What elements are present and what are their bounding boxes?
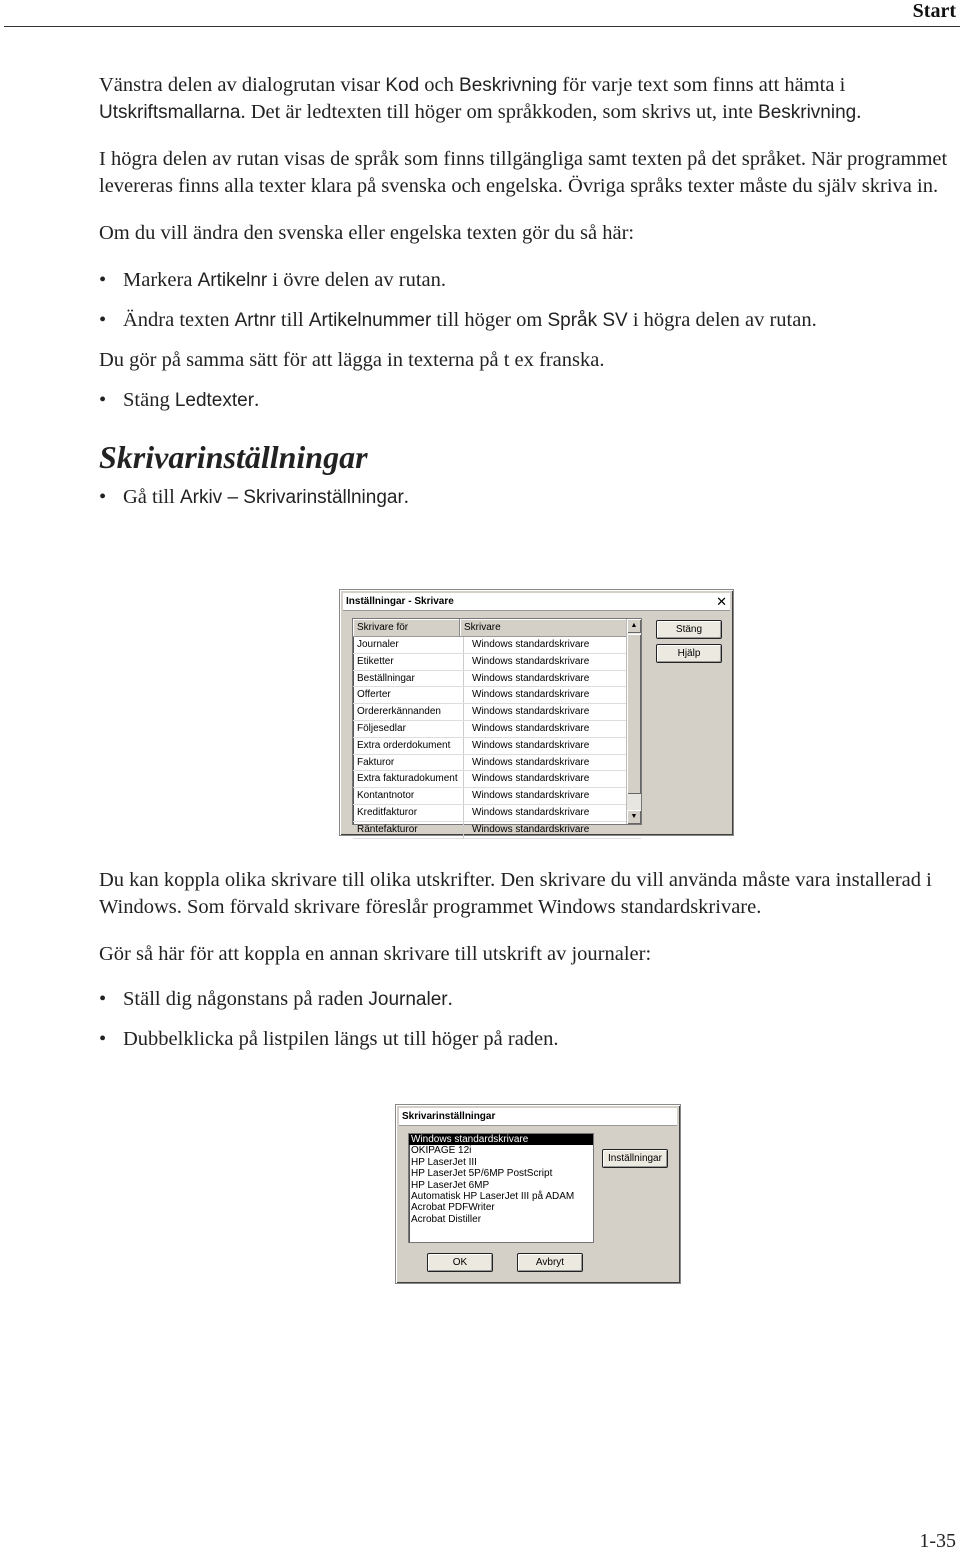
bullet-ga-till: • Gå till Arkiv – Skrivarinställningar. (99, 484, 959, 511)
cell-skrivare-for: Räntefakturor (353, 822, 464, 838)
list-item[interactable]: OKIPAGE 12i (411, 1145, 472, 1157)
close-button[interactable]: Stäng (656, 620, 722, 639)
table-row[interactable] (353, 637, 641, 654)
cell-skrivare-for: Fakturor (353, 755, 464, 771)
paragraph-koppla: Du kan koppla olika skrivare till olika utskrifter. Den skrivare du vill använda måste vara installerad i Windows. Som förvald skrivare föreslår programmet Windows standardskrivare. (99, 869, 932, 918)
table-row[interactable] (353, 738, 641, 755)
dialog-title: Inställningar - Skrivare (346, 596, 454, 607)
list-item[interactable]: Acrobat Distiller (411, 1213, 482, 1225)
help-button[interactable]: Hjälp (656, 644, 722, 663)
page-number: 1-35 (919, 1530, 956, 1552)
list-item[interactable]: Automatisk HP LaserJet III på ADAM (411, 1191, 575, 1203)
cell-skrivare-text: Windows standardskrivare (472, 672, 590, 684)
cell-skrivare-for: Följesedlar (353, 721, 464, 737)
paragraph-intro-2: I högra delen av rutan visas de språk som finns tillgängliga samt texten på det språket. När programmet levereras finns alla texter klara på svenska och engelska. Övriga språks texter måste du själv skriva in. (99, 148, 948, 197)
table-row[interactable] (353, 671, 641, 688)
cell-skrivare-text: Windows standardskrivare (472, 806, 590, 818)
list-item[interactable]: Windows standardskrivare (409, 1134, 593, 1145)
list-item[interactable]: Acrobat PDFWriter (411, 1202, 495, 1214)
bullet-dubbelklicka: • Dubbelklicka på listpilen längs ut till höger på raden. (99, 1026, 959, 1053)
paragraph-intro-4: Du gör på samma sätt för att lägga in texterna på t ex franska. (99, 349, 605, 371)
dialog2-titlebar (399, 1108, 677, 1126)
cell-skrivare-for: Etiketter (353, 654, 464, 670)
close-icon[interactable]: ✕ (716, 594, 727, 609)
table-row[interactable] (353, 721, 641, 738)
page-header (0, 0, 960, 28)
term-beskrivning: Beskrivning (459, 75, 558, 96)
cell-skrivare[interactable] (464, 771, 641, 787)
table-row[interactable] (353, 755, 641, 772)
scroll-up-icon[interactable]: ▲ (627, 619, 641, 633)
cell-skrivare[interactable] (464, 755, 641, 771)
bullet-stang: • Stäng Ledtexter. (99, 387, 959, 414)
cell-skrivare-text: Windows standardskrivare (472, 773, 590, 785)
settings-button[interactable]: Inställningar (602, 1149, 668, 1168)
cell-skrivare[interactable] (464, 637, 641, 653)
cell-skrivare-text: Windows standardskrivare (472, 790, 590, 802)
list-item[interactable]: HP LaserJet 6MP (411, 1179, 490, 1191)
term-beskrivning-2: Beskrivning (758, 102, 857, 123)
column-header-skrivare-for[interactable]: Skrivare för (353, 619, 460, 636)
content-continued (99, 867, 959, 1066)
main-content (99, 72, 959, 524)
printer-select-dialog (395, 1104, 681, 1284)
table-row[interactable] (353, 771, 641, 788)
cell-skrivare[interactable] (464, 704, 641, 720)
cell-skrivare[interactable] (464, 822, 641, 838)
cell-skrivare[interactable] (464, 671, 641, 687)
cell-skrivare[interactable] (464, 687, 641, 703)
cell-skrivare-text: Windows standardskrivare (472, 706, 590, 718)
cell-skrivare-for: Extra orderdokument (353, 738, 464, 754)
dialog-titlebar (343, 593, 730, 611)
table-row[interactable] (353, 788, 641, 805)
paragraph-gor-sa-har: Gör så här för att koppla en annan skrivare till utskrift av journaler: (99, 943, 652, 965)
cell-skrivare-text: Windows standardskrivare (472, 739, 590, 751)
cell-skrivare-text: Windows standardskrivare (472, 689, 590, 701)
bullet-stall-dig: • Ställ dig någonstans på raden Journaler. (99, 986, 959, 1013)
grid-rows (353, 637, 641, 839)
cell-skrivare[interactable] (464, 805, 641, 821)
paragraph-intro-3: Om du vill ändra den svenska eller engelska texten gör du så här: (99, 222, 635, 244)
scroll-thumb[interactable] (627, 634, 641, 794)
table-row[interactable] (353, 687, 641, 704)
cell-skrivare[interactable] (464, 738, 641, 754)
grid-header (353, 619, 641, 637)
cell-skrivare-text: Windows standardskrivare (472, 655, 590, 667)
settings-printer-dialog (339, 589, 734, 836)
list-item[interactable]: HP LaserJet 5P/6MP PostScript (411, 1168, 553, 1180)
cell-skrivare-text: Windows standardskrivare (472, 823, 590, 835)
cell-skrivare-for: Offerter (353, 687, 464, 703)
bullet-andra: • Ändra texten Artnr till Artikelnummer till höger om Språk SV i högra delen av rutan. (99, 307, 959, 334)
cell-skrivare-for: Beställningar (353, 671, 464, 687)
bullet-markera: • Markera Artikelnr i övre delen av rutan. (99, 267, 959, 294)
term-utskriftsmallarna: Utskriftsmallarna (99, 102, 241, 123)
column-header-skrivare[interactable]: Skrivare (460, 619, 641, 636)
printer-grid (352, 618, 642, 835)
cell-skrivare-text: Windows standardskrivare (472, 756, 590, 768)
ok-button[interactable]: OK (427, 1253, 493, 1272)
printer-listbox[interactable] (408, 1133, 594, 1243)
cell-skrivare[interactable] (464, 654, 641, 670)
scroll-down-icon[interactable]: ▼ (627, 810, 641, 824)
cell-skrivare-for: Extra fakturadokument (353, 771, 464, 787)
cell-skrivare[interactable] (464, 721, 641, 737)
table-row[interactable] (353, 654, 641, 671)
cancel-button[interactable]: Avbryt (517, 1253, 583, 1272)
cell-skrivare-for: Journaler (353, 637, 464, 653)
cell-skrivare-text: Windows standardskrivare (472, 639, 590, 650)
chapter-title: Start (912, 0, 956, 22)
dialog2-title: Skrivarinställningar (402, 1111, 496, 1122)
grid-scrollbar[interactable] (626, 619, 641, 824)
paragraph-intro-1: Vänstra delen av dialogrutan visar Kod och Beskrivning för varje text som finns att hämta i Utskriftsmallarna. Det är ledtexten till höger om språkkoden, som skrivs ut, inte Beskrivning. (99, 74, 862, 123)
table-row[interactable] (353, 822, 641, 839)
table-row[interactable] (353, 805, 641, 822)
table-row[interactable] (353, 704, 641, 721)
term-kod: Kod (385, 75, 420, 96)
header-rule (4, 26, 960, 27)
section-heading: Skrivarinställningar (99, 439, 368, 475)
cell-skrivare[interactable] (464, 788, 641, 804)
cell-skrivare-text: Windows standardskrivare (472, 722, 590, 734)
cell-skrivare-for: Kontantnotor (353, 788, 464, 804)
list-item[interactable]: HP LaserJet III (411, 1156, 477, 1168)
cell-skrivare-for: Kreditfakturor (353, 805, 464, 821)
cell-skrivare-for: Ordererkännanden (353, 704, 464, 720)
